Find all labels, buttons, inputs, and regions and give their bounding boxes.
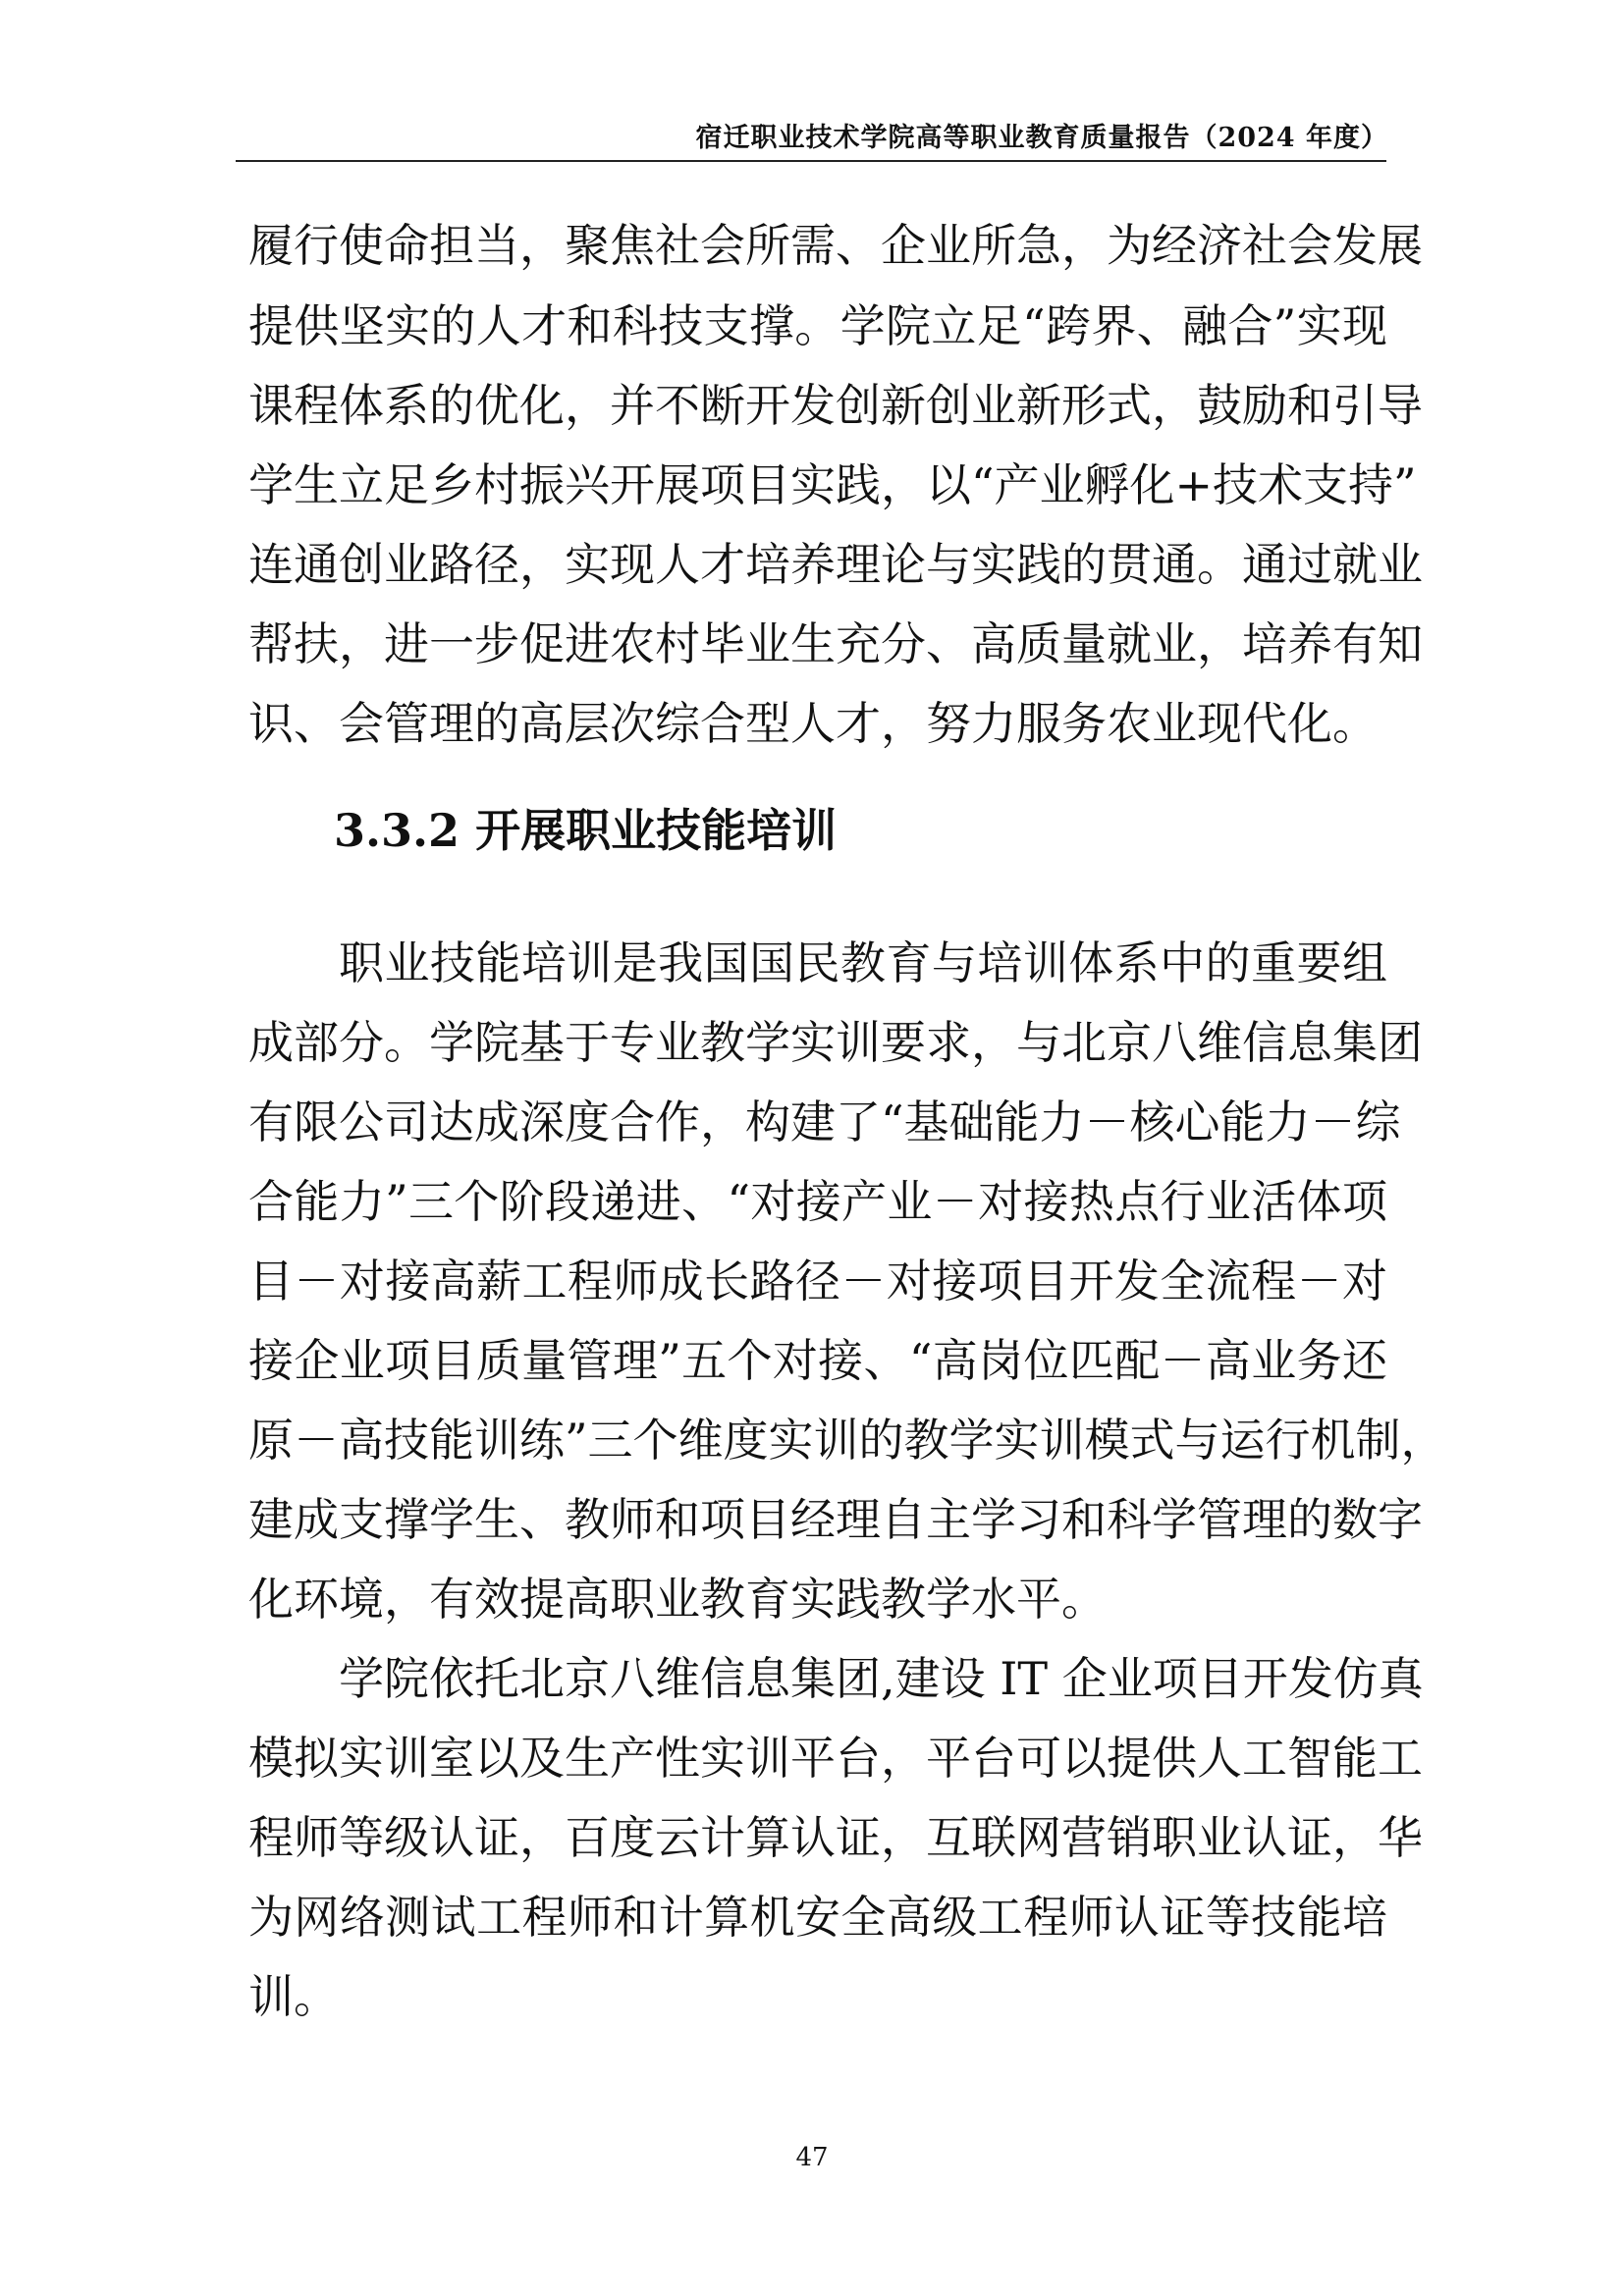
paragraph-2-line-5: 目－对接高薪工程师成长路径－对接项目开发全流程－对 bbox=[248, 1255, 1387, 1308]
paragraph-1-line-7: 识、会管理的高层次综合型人才，努力服务农业现代化。 bbox=[248, 697, 1378, 750]
paragraph-2-line-3: 有限公司达成深度合作，构建了“基础能力－核心能力－综 bbox=[248, 1095, 1401, 1148]
paragraph-1-line-4: 学生立足乡村振兴开展项目实践，以“产业孵化+技术支持” bbox=[248, 458, 1417, 511]
paragraph-3-line-3: 程师等级认证，百度云计算认证，互联网营销职业认证，华 bbox=[248, 1811, 1423, 1864]
paragraph-2-line-2: 成部分。学院基于专业教学实训要求，与北京八维信息集团 bbox=[248, 1016, 1423, 1069]
paragraph-1-line-2: 提供坚实的人才和科技支撑。学院立足“跨界、融合”实现 bbox=[248, 299, 1387, 352]
paragraph-2-line-9: 化环境，有效提高职业教育实践教学水平。 bbox=[248, 1573, 1107, 1626]
paragraph-2-line-6: 接企业项目质量管理”五个对接、“高岗位匹配－高业务还 bbox=[248, 1334, 1387, 1387]
paragraph-1-line-6: 帮扶，进一步促进农村毕业生充分、高质量就业，培养有知 bbox=[248, 617, 1423, 670]
paragraph-2-line-7: 原－高技能训练”三个维度实训的教学实训模式与运行机制， bbox=[248, 1414, 1446, 1467]
paragraph-3-line-2: 模拟实训室以及生产性实训平台，平台可以提供人工智能工 bbox=[248, 1732, 1423, 1785]
paragraph-3-line-5: 训。 bbox=[248, 1970, 339, 2023]
paragraph-1-line-1: 履行使命担当，聚焦社会所需、企业所急，为经济社会发展 bbox=[248, 219, 1423, 272]
paragraph-2-line-4: 合能力”三个阶段递进、“对接产业－对接热点行业活体项 bbox=[248, 1175, 1387, 1228]
section-heading: 3.3.2 开展职业技能培训 bbox=[334, 804, 838, 857]
page-number: 47 bbox=[795, 2143, 829, 2172]
paragraph-1-line-5: 连通创业路径，实现人才培养理论与实践的贯通。通过就业 bbox=[248, 538, 1423, 591]
paragraph-2-line-1: 职业技能培训是我国国民教育与培训体系中的重要组 bbox=[339, 936, 1387, 989]
paragraph-3-line-4: 为网络测试工程师和计算机安全高级工程师认证等技能培 bbox=[248, 1891, 1387, 1944]
paragraph-2-line-8: 建成支撑学生、教师和项目经理自主学习和科学管理的数字 bbox=[248, 1493, 1423, 1546]
paragraph-1-line-3: 课程体系的优化，并不断开发创新创业新形式，鼓励和引导 bbox=[248, 379, 1423, 432]
running-header: 宿迁职业技术学院高等职业教育质量报告（2024 年度） bbox=[695, 123, 1388, 153]
paragraph-3-line-1: 学院依托北京八维信息集团,建设 IT 企业项目开发仿真 bbox=[339, 1652, 1424, 1705]
header-rule bbox=[236, 160, 1386, 162]
